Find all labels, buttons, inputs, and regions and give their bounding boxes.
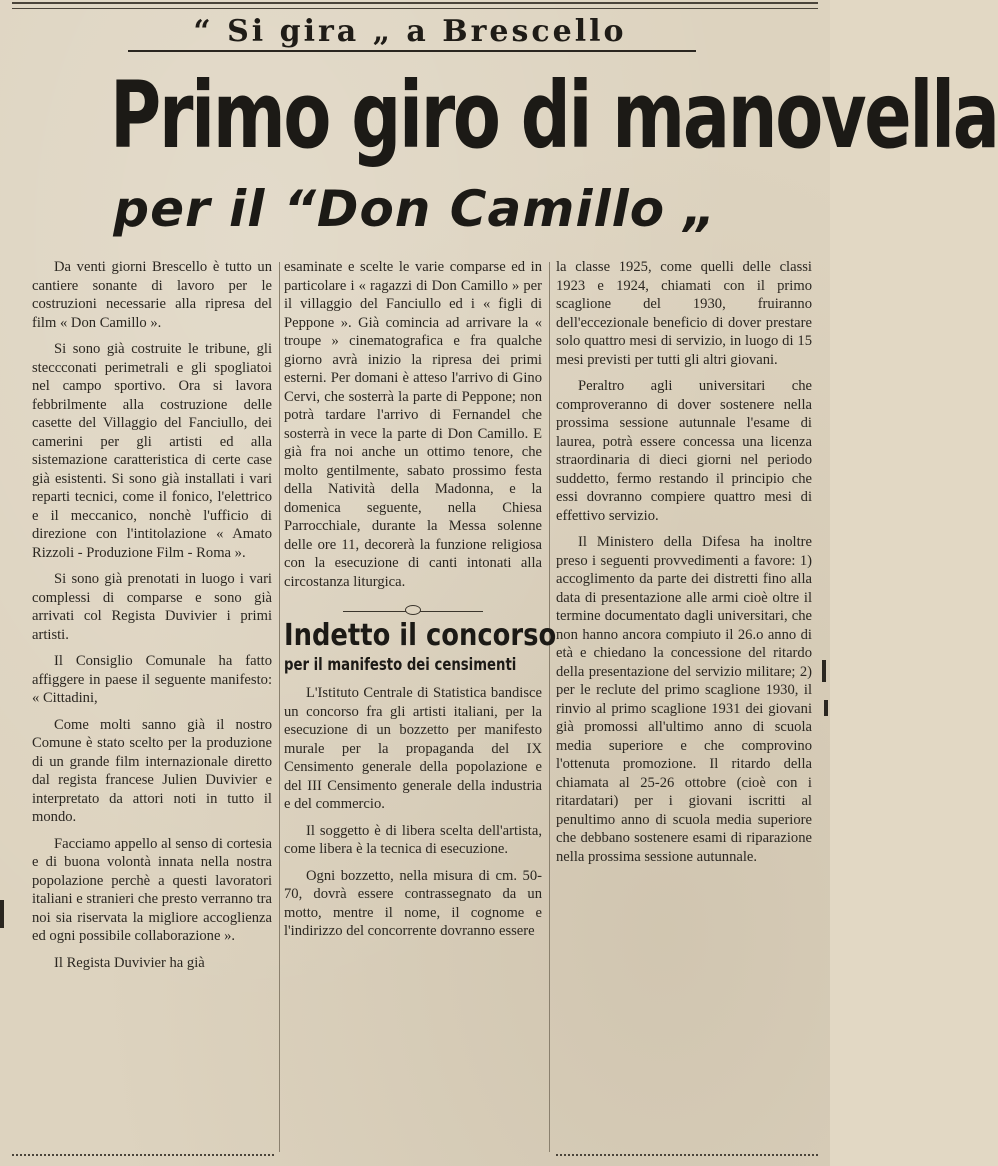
box-paragraph: L'Istituto Centrale di Statistica bandisce un concorso fra gli artisti italiani, per la esecuzione di un bozzetto per manifesto murale per la propaganda del IX Censimento generale della popolazione e del III Censimento generale della industria e del commercio. <box>284 685 542 812</box>
article-paragraph: Come molti sanno già il nostro Comune è stato scelto per la produzione di un grande film internazionale diretto dal regista francese Julien Duvivier e interpretato da attori noti in tutto il mondo. <box>32 716 272 825</box>
box-paragraph: Ogni bozzetto, nella misura di cm. 50-70, dovrà essere contrassegnato da un motto, mentre il nome, il cognome e l'indirizzo del concorrente dovranno essere <box>284 867 542 939</box>
top-rule <box>12 2 818 9</box>
kicker-underline <box>128 50 696 52</box>
edge-print-mark <box>822 660 826 682</box>
section-separator-ornament <box>343 601 483 612</box>
article-column-2 <box>284 258 557 941</box>
article-headline: Primo giro di manovella <box>110 62 998 169</box>
box-paragraph: Il soggetto è di libera scelta dell'artista, come libera è la tecnica di esecuzione. <box>284 822 542 857</box>
article-paragraph: Il Consiglio Comunale ha fatto affiggere in paese il seguente manifesto: « Cittadini, <box>32 653 272 706</box>
article-column-1 <box>32 258 272 972</box>
article-paragraph: esaminate e scelte le varie comparse ed in particolare i « ragazzi di Don Camillo » per il villaggio del Fanciullo ed i « figli di Peppone ». Già comincia ad arrivare la « troupe » cinematografica e fra qualche giorno avrà inizio la ripresa dei primi esterni. Per domani è atteso l'arrivo di Gino Cervi, che sosterrà la parte di Peppone; non potrà tardare l'arrivo di Fernandel che sosterrà in vece la parte di Don Camillo. E già fra noi anche un ottimo tenore, che molto gentilmente, sabato prossimo festa della Natività della Madonna, e la domenica seguente, nella Chiesa Parrocchiale, durante la Messa solenne delle ore 11, decorerà la funzione religiosa con la esecuzione di canti intonati alla circostanza liturgica. <box>284 259 542 590</box>
article-paragraph: Facciamo appello al senso di cortesia e di buona volontà innata nella nostra popolazione perchè a questi lavoratori italiani e stranieri che presto verranno tra noi sia riservata la migliore accoglienza ed ogni possibile collaborazione ». <box>32 835 272 944</box>
edge-print-mark <box>0 900 4 928</box>
box-subhead: per il manifesto dei censimenti <box>284 655 517 675</box>
article-paragraph: Peraltro agli universitari che comproveranno di dover sostenere nella prossima sessione autunnale l'esame di laurea, potrà essere concessa una licenza straordinaria di dieci giorni nel periodo suddetto, fermo restando il principio che essi dovranno compiere quattro mesi di effettivo servizio. <box>556 378 812 524</box>
article-paragraph: Si sono già costruite le tribune, gli steccconati perimetrali e gli spogliatoi nel campo sportivo. Ora si lavora febbrilmente alla costruzione delle casette del Villaggio del Fanciullo, dei camerini per gli artisti ed alla sistemazione caratteristica di certe case già esistenti. Si sono già installati i vari reparti tecnici, come il fonico, l'elettrico e il meccanico, nonchè l'ufficio di direzione con l'intitolazione « Amato Rizzoli - Produzione Film - Roma ». <box>32 341 272 561</box>
column-divider <box>279 262 280 1152</box>
edge-print-mark <box>824 700 828 716</box>
article-paragraph: Si sono già prenotati in luogo i vari complessi di comparse e sono già arrivati col Regista Duvivier i primi artisti. <box>32 571 272 643</box>
box-headline: Indetto il concorso <box>284 618 557 653</box>
article-column-3 <box>556 258 812 866</box>
article-kicker: “ Si gira „ a Brescello <box>193 14 627 49</box>
article-paragraph: Da venti giorni Brescello è tutto un cantiere sonante di lavoro per le costruzioni necessarie alla ripresa del film « Don Camillo ». <box>32 259 272 331</box>
article-subhead: per il “Don Camillo „ <box>113 180 717 238</box>
column-divider <box>549 262 550 1152</box>
article-paragraph: Il Regista Duvivier ha già <box>54 954 205 971</box>
article-paragraph: Il Ministero della Difesa ha inoltre preso i seguenti provvedimenti a favore: 1) accoglimento da parte dei distretti fino alla data di presentazione alle armi cioè oltre il termine documentato dagli universitari, che non hanno ancora compiuto il 26.o anno di età e chiedano la concessione del ritardo della presentazione del servizio militare; 2) per le reclute del primo scaglione 1930, il rinvio al primo scaglione 1931 dei giovani già promossi all'ultimo anno di scuola media superiore e che comprovino l'ottenuta promozione. Il ritardo della chiamata al 25-26 ottobre (cioè con i ritardatari) per i giovani iscritti al penultimo anno di scuola media superiore che debbano sostenere esami di riparazione nella prossima sessione autunnale. <box>556 534 812 865</box>
bottom-rule <box>12 1154 274 1160</box>
article-paragraph: la classe 1925, come quelli delle classi 1923 e 1924, chiamati con il primo scaglione del 1930, fruiranno dell'eccezionale beneficio di dover prestare solo quattro mesi di servizio, in luogo di 15 mesi previsti per tutti gli altri giovani. <box>556 259 812 368</box>
bottom-rule <box>556 1154 818 1160</box>
